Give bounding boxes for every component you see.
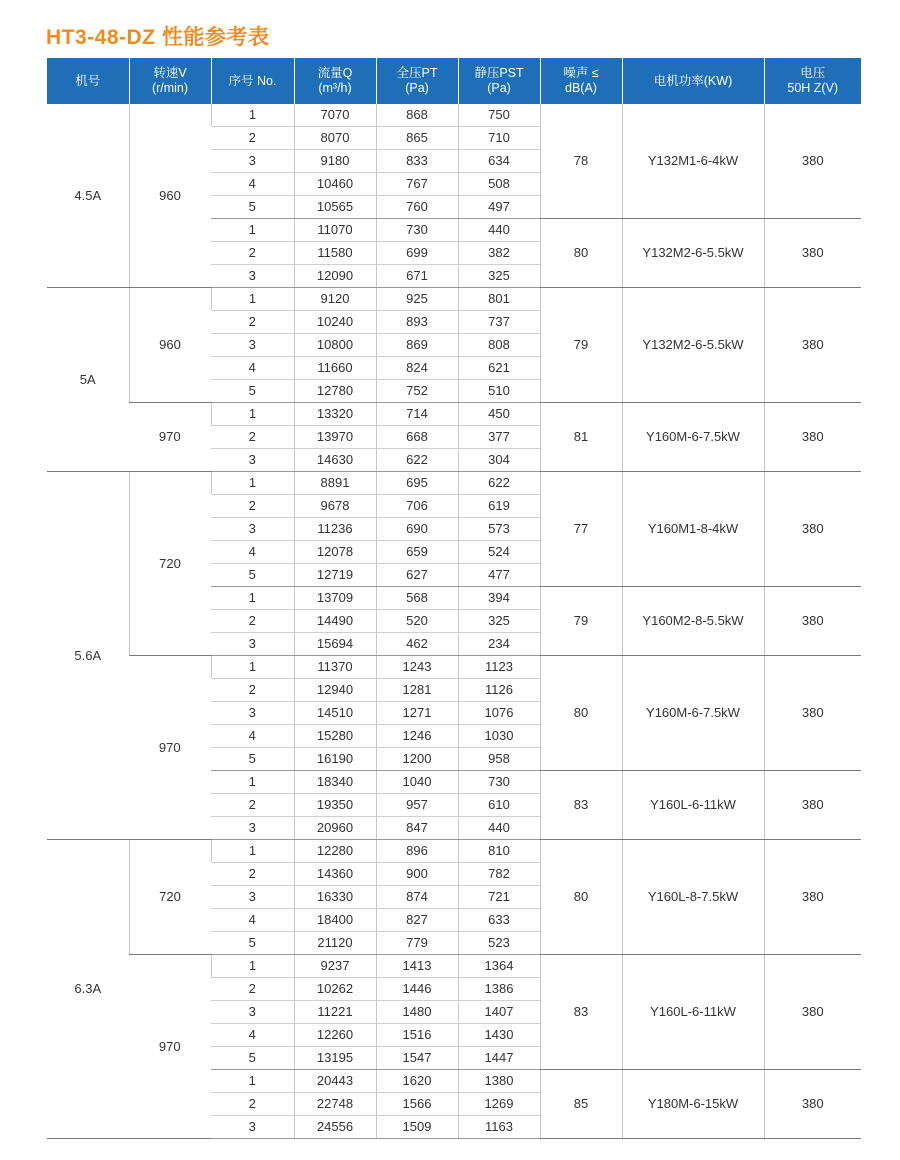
total-pressure-cell: 1547 bbox=[376, 1047, 458, 1070]
flow-cell: 24556 bbox=[294, 1116, 376, 1139]
static-pressure-cell: 737 bbox=[458, 311, 540, 334]
static-pressure-cell: 1123 bbox=[458, 656, 540, 679]
performance-table bbox=[47, 58, 861, 1139]
static-pressure-cell: 440 bbox=[458, 817, 540, 840]
motor-cell: Y160L-8-7.5kW bbox=[622, 840, 764, 955]
flow-cell: 11580 bbox=[294, 242, 376, 265]
row-number-cell: 1 bbox=[211, 1070, 294, 1093]
row-number-cell: 4 bbox=[211, 357, 294, 380]
static-pressure-cell: 782 bbox=[458, 863, 540, 886]
static-pressure-cell: 721 bbox=[458, 886, 540, 909]
total-pressure-cell: 900 bbox=[376, 863, 458, 886]
static-pressure-cell: 1030 bbox=[458, 725, 540, 748]
total-pressure-cell: 690 bbox=[376, 518, 458, 541]
static-pressure-cell: 1430 bbox=[458, 1024, 540, 1047]
table-row bbox=[47, 656, 861, 679]
flow-cell: 15694 bbox=[294, 633, 376, 656]
row-number-cell: 2 bbox=[211, 242, 294, 265]
row-number-cell: 2 bbox=[211, 978, 294, 1001]
flow-cell: 7070 bbox=[294, 104, 376, 127]
row-number-cell: 2 bbox=[211, 610, 294, 633]
flow-cell: 12090 bbox=[294, 265, 376, 288]
flow-cell: 14360 bbox=[294, 863, 376, 886]
static-pressure-cell: 621 bbox=[458, 357, 540, 380]
flow-cell: 14630 bbox=[294, 449, 376, 472]
header-voltage: 电压 50H Z(V) bbox=[764, 58, 861, 104]
flow-cell: 10262 bbox=[294, 978, 376, 1001]
flow-cell: 12719 bbox=[294, 564, 376, 587]
row-number-cell: 3 bbox=[211, 150, 294, 173]
header-noise: 噪声 ≤ dB(A) bbox=[540, 58, 622, 104]
static-pressure-cell: 808 bbox=[458, 334, 540, 357]
static-pressure-cell: 1386 bbox=[458, 978, 540, 1001]
total-pressure-cell: 1509 bbox=[376, 1116, 458, 1139]
static-pressure-cell: 730 bbox=[458, 771, 540, 794]
model-cell: 5A bbox=[47, 288, 129, 472]
table-row bbox=[47, 288, 861, 311]
total-pressure-cell: 865 bbox=[376, 127, 458, 150]
total-pressure-cell: 1566 bbox=[376, 1093, 458, 1116]
static-pressure-cell: 497 bbox=[458, 196, 540, 219]
flow-cell: 20443 bbox=[294, 1070, 376, 1093]
row-number-cell: 1 bbox=[211, 771, 294, 794]
static-pressure-cell: 440 bbox=[458, 219, 540, 242]
static-pressure-cell: 750 bbox=[458, 104, 540, 127]
motor-cell: Y160L-6-11kW bbox=[622, 771, 764, 840]
row-number-cell: 4 bbox=[211, 541, 294, 564]
row-number-cell: 4 bbox=[211, 173, 294, 196]
voltage-cell: 380 bbox=[764, 840, 861, 955]
motor-cell: Y160M2-8-5.5kW bbox=[622, 587, 764, 656]
voltage-cell: 380 bbox=[764, 104, 861, 219]
motor-cell: Y132M2-6-5.5kW bbox=[622, 219, 764, 288]
flow-cell: 18340 bbox=[294, 771, 376, 794]
motor-cell: Y132M2-6-5.5kW bbox=[622, 288, 764, 403]
static-pressure-cell: 634 bbox=[458, 150, 540, 173]
row-number-cell: 1 bbox=[211, 403, 294, 426]
row-number-cell: 1 bbox=[211, 472, 294, 495]
flow-cell: 10565 bbox=[294, 196, 376, 219]
static-pressure-cell: 304 bbox=[458, 449, 540, 472]
flow-cell: 12260 bbox=[294, 1024, 376, 1047]
static-pressure-cell: 633 bbox=[458, 909, 540, 932]
speed-cell: 970 bbox=[129, 656, 211, 840]
total-pressure-cell: 1446 bbox=[376, 978, 458, 1001]
flow-cell: 11370 bbox=[294, 656, 376, 679]
flow-cell: 11236 bbox=[294, 518, 376, 541]
total-pressure-cell: 874 bbox=[376, 886, 458, 909]
static-pressure-cell: 325 bbox=[458, 265, 540, 288]
noise-cell: 80 bbox=[540, 219, 622, 288]
static-pressure-cell: 234 bbox=[458, 633, 540, 656]
static-pressure-cell: 573 bbox=[458, 518, 540, 541]
flow-cell: 10460 bbox=[294, 173, 376, 196]
static-pressure-cell: 477 bbox=[458, 564, 540, 587]
total-pressure-cell: 925 bbox=[376, 288, 458, 311]
row-number-cell: 1 bbox=[211, 840, 294, 863]
total-pressure-cell: 627 bbox=[376, 564, 458, 587]
flow-cell: 13320 bbox=[294, 403, 376, 426]
voltage-cell: 380 bbox=[764, 1070, 861, 1139]
row-number-cell: 1 bbox=[211, 288, 294, 311]
row-number-cell: 3 bbox=[211, 265, 294, 288]
flow-cell: 8070 bbox=[294, 127, 376, 150]
total-pressure-cell: 706 bbox=[376, 495, 458, 518]
static-pressure-cell: 1163 bbox=[458, 1116, 540, 1139]
motor-cell: Y160M-6-7.5kW bbox=[622, 403, 764, 472]
total-pressure-cell: 1040 bbox=[376, 771, 458, 794]
flow-cell: 13709 bbox=[294, 587, 376, 610]
total-pressure-cell: 671 bbox=[376, 265, 458, 288]
noise-cell: 78 bbox=[540, 104, 622, 219]
speed-cell: 960 bbox=[129, 104, 211, 288]
header-total-pressure: 全压PT (Pa) bbox=[376, 58, 458, 104]
row-number-cell: 3 bbox=[211, 817, 294, 840]
total-pressure-cell: 622 bbox=[376, 449, 458, 472]
static-pressure-cell: 710 bbox=[458, 127, 540, 150]
flow-cell: 15280 bbox=[294, 725, 376, 748]
static-pressure-cell: 619 bbox=[458, 495, 540, 518]
total-pressure-cell: 668 bbox=[376, 426, 458, 449]
header-model: 机号 bbox=[47, 58, 129, 104]
static-pressure-cell: 450 bbox=[458, 403, 540, 426]
total-pressure-cell: 779 bbox=[376, 932, 458, 955]
static-pressure-cell: 1447 bbox=[458, 1047, 540, 1070]
flow-cell: 14490 bbox=[294, 610, 376, 633]
header-no: 序号 No. bbox=[211, 58, 294, 104]
total-pressure-cell: 1620 bbox=[376, 1070, 458, 1093]
row-number-cell: 2 bbox=[211, 495, 294, 518]
row-number-cell: 5 bbox=[211, 564, 294, 587]
flow-cell: 21120 bbox=[294, 932, 376, 955]
noise-cell: 83 bbox=[540, 955, 622, 1070]
row-number-cell: 3 bbox=[211, 633, 294, 656]
total-pressure-cell: 847 bbox=[376, 817, 458, 840]
speed-cell: 970 bbox=[129, 955, 211, 1139]
row-number-cell: 2 bbox=[211, 863, 294, 886]
total-pressure-cell: 868 bbox=[376, 104, 458, 127]
noise-cell: 79 bbox=[540, 288, 622, 403]
static-pressure-cell: 394 bbox=[458, 587, 540, 610]
table-row bbox=[47, 955, 861, 978]
table-header-row bbox=[47, 58, 861, 104]
static-pressure-cell: 610 bbox=[458, 794, 540, 817]
table-row bbox=[47, 472, 861, 495]
flow-cell: 11070 bbox=[294, 219, 376, 242]
speed-cell: 960 bbox=[129, 288, 211, 403]
static-pressure-cell: 1407 bbox=[458, 1001, 540, 1024]
total-pressure-cell: 462 bbox=[376, 633, 458, 656]
total-pressure-cell: 893 bbox=[376, 311, 458, 334]
total-pressure-cell: 1243 bbox=[376, 656, 458, 679]
flow-cell: 12078 bbox=[294, 541, 376, 564]
voltage-cell: 380 bbox=[764, 472, 861, 587]
row-number-cell: 5 bbox=[211, 932, 294, 955]
total-pressure-cell: 1516 bbox=[376, 1024, 458, 1047]
flow-cell: 11660 bbox=[294, 357, 376, 380]
total-pressure-cell: 896 bbox=[376, 840, 458, 863]
static-pressure-cell: 325 bbox=[458, 610, 540, 633]
table-row bbox=[47, 104, 861, 127]
row-number-cell: 3 bbox=[211, 449, 294, 472]
total-pressure-cell: 730 bbox=[376, 219, 458, 242]
noise-cell: 80 bbox=[540, 840, 622, 955]
total-pressure-cell: 659 bbox=[376, 541, 458, 564]
row-number-cell: 3 bbox=[211, 886, 294, 909]
speed-cell: 970 bbox=[129, 403, 211, 472]
row-number-cell: 3 bbox=[211, 334, 294, 357]
row-number-cell: 1 bbox=[211, 656, 294, 679]
static-pressure-cell: 1076 bbox=[458, 702, 540, 725]
flow-cell: 14510 bbox=[294, 702, 376, 725]
table-row bbox=[47, 403, 861, 426]
voltage-cell: 380 bbox=[764, 219, 861, 288]
total-pressure-cell: 824 bbox=[376, 357, 458, 380]
total-pressure-cell: 699 bbox=[376, 242, 458, 265]
row-number-cell: 4 bbox=[211, 1024, 294, 1047]
flow-cell: 22748 bbox=[294, 1093, 376, 1116]
static-pressure-cell: 801 bbox=[458, 288, 540, 311]
flow-cell: 10800 bbox=[294, 334, 376, 357]
motor-cell: Y160M1-8-4kW bbox=[622, 472, 764, 587]
flow-cell: 13195 bbox=[294, 1047, 376, 1070]
total-pressure-cell: 767 bbox=[376, 173, 458, 196]
voltage-cell: 380 bbox=[764, 955, 861, 1070]
static-pressure-cell: 1269 bbox=[458, 1093, 540, 1116]
total-pressure-cell: 869 bbox=[376, 334, 458, 357]
row-number-cell: 1 bbox=[211, 219, 294, 242]
table-row bbox=[47, 840, 861, 863]
static-pressure-cell: 508 bbox=[458, 173, 540, 196]
static-pressure-cell: 1126 bbox=[458, 679, 540, 702]
static-pressure-cell: 958 bbox=[458, 748, 540, 771]
flow-cell: 19350 bbox=[294, 794, 376, 817]
flow-cell: 20960 bbox=[294, 817, 376, 840]
total-pressure-cell: 1281 bbox=[376, 679, 458, 702]
total-pressure-cell: 1480 bbox=[376, 1001, 458, 1024]
total-pressure-cell: 1246 bbox=[376, 725, 458, 748]
row-number-cell: 3 bbox=[211, 518, 294, 541]
flow-cell: 12940 bbox=[294, 679, 376, 702]
header-static-pressure: 静压PST (Pa) bbox=[458, 58, 540, 104]
flow-cell: 9237 bbox=[294, 955, 376, 978]
flow-cell: 16190 bbox=[294, 748, 376, 771]
flow-cell: 13970 bbox=[294, 426, 376, 449]
row-number-cell: 2 bbox=[211, 679, 294, 702]
total-pressure-cell: 695 bbox=[376, 472, 458, 495]
row-number-cell: 2 bbox=[211, 426, 294, 449]
voltage-cell: 380 bbox=[764, 656, 861, 771]
flow-cell: 9678 bbox=[294, 495, 376, 518]
motor-cell: Y180M-6-15kW bbox=[622, 1070, 764, 1139]
noise-cell: 77 bbox=[540, 472, 622, 587]
static-pressure-cell: 1364 bbox=[458, 955, 540, 978]
total-pressure-cell: 1413 bbox=[376, 955, 458, 978]
noise-cell: 80 bbox=[540, 656, 622, 771]
row-number-cell: 4 bbox=[211, 725, 294, 748]
static-pressure-cell: 382 bbox=[458, 242, 540, 265]
flow-cell: 9120 bbox=[294, 288, 376, 311]
row-number-cell: 5 bbox=[211, 380, 294, 403]
flow-cell: 16330 bbox=[294, 886, 376, 909]
static-pressure-cell: 810 bbox=[458, 840, 540, 863]
row-number-cell: 2 bbox=[211, 794, 294, 817]
row-number-cell: 5 bbox=[211, 1047, 294, 1070]
voltage-cell: 380 bbox=[764, 587, 861, 656]
model-cell: 4.5A bbox=[47, 104, 129, 288]
row-number-cell: 3 bbox=[211, 702, 294, 725]
header-speed: 转速V (r/min) bbox=[129, 58, 211, 104]
row-number-cell: 2 bbox=[211, 1093, 294, 1116]
row-number-cell: 3 bbox=[211, 1001, 294, 1024]
noise-cell: 81 bbox=[540, 403, 622, 472]
voltage-cell: 380 bbox=[764, 288, 861, 403]
motor-cell: Y160M-6-7.5kW bbox=[622, 656, 764, 771]
noise-cell: 79 bbox=[540, 587, 622, 656]
row-number-cell: 1 bbox=[211, 955, 294, 978]
row-number-cell: 3 bbox=[211, 1116, 294, 1139]
total-pressure-cell: 827 bbox=[376, 909, 458, 932]
total-pressure-cell: 957 bbox=[376, 794, 458, 817]
static-pressure-cell: 510 bbox=[458, 380, 540, 403]
total-pressure-cell: 714 bbox=[376, 403, 458, 426]
row-number-cell: 5 bbox=[211, 748, 294, 771]
row-number-cell: 2 bbox=[211, 311, 294, 334]
motor-cell: Y160L-6-11kW bbox=[622, 955, 764, 1070]
row-number-cell: 1 bbox=[211, 104, 294, 127]
row-number-cell: 5 bbox=[211, 196, 294, 219]
voltage-cell: 380 bbox=[764, 403, 861, 472]
noise-cell: 85 bbox=[540, 1070, 622, 1139]
static-pressure-cell: 377 bbox=[458, 426, 540, 449]
total-pressure-cell: 833 bbox=[376, 150, 458, 173]
flow-cell: 12780 bbox=[294, 380, 376, 403]
static-pressure-cell: 524 bbox=[458, 541, 540, 564]
static-pressure-cell: 1380 bbox=[458, 1070, 540, 1093]
header-flow: 流量Q (m³/h) bbox=[294, 58, 376, 104]
flow-cell: 10240 bbox=[294, 311, 376, 334]
static-pressure-cell: 523 bbox=[458, 932, 540, 955]
static-pressure-cell: 622 bbox=[458, 472, 540, 495]
total-pressure-cell: 568 bbox=[376, 587, 458, 610]
row-number-cell: 4 bbox=[211, 909, 294, 932]
flow-cell: 18400 bbox=[294, 909, 376, 932]
total-pressure-cell: 760 bbox=[376, 196, 458, 219]
motor-cell: Y132M1-6-4kW bbox=[622, 104, 764, 219]
noise-cell: 83 bbox=[540, 771, 622, 840]
page-title: HT3-48-DZ 性能参考表 bbox=[46, 26, 270, 49]
flow-cell: 8891 bbox=[294, 472, 376, 495]
voltage-cell: 380 bbox=[764, 771, 861, 840]
row-number-cell: 2 bbox=[211, 127, 294, 150]
total-pressure-cell: 752 bbox=[376, 380, 458, 403]
total-pressure-cell: 520 bbox=[376, 610, 458, 633]
flow-cell: 11221 bbox=[294, 1001, 376, 1024]
speed-cell: 720 bbox=[129, 840, 211, 955]
model-cell: 5.6A bbox=[47, 472, 129, 840]
total-pressure-cell: 1200 bbox=[376, 748, 458, 771]
header-motor: 电机功率(KW) bbox=[622, 58, 764, 104]
flow-cell: 12280 bbox=[294, 840, 376, 863]
speed-cell: 720 bbox=[129, 472, 211, 656]
model-cell: 6.3A bbox=[47, 840, 129, 1139]
flow-cell: 9180 bbox=[294, 150, 376, 173]
row-number-cell: 1 bbox=[211, 587, 294, 610]
total-pressure-cell: 1271 bbox=[376, 702, 458, 725]
table-body bbox=[47, 104, 861, 1139]
